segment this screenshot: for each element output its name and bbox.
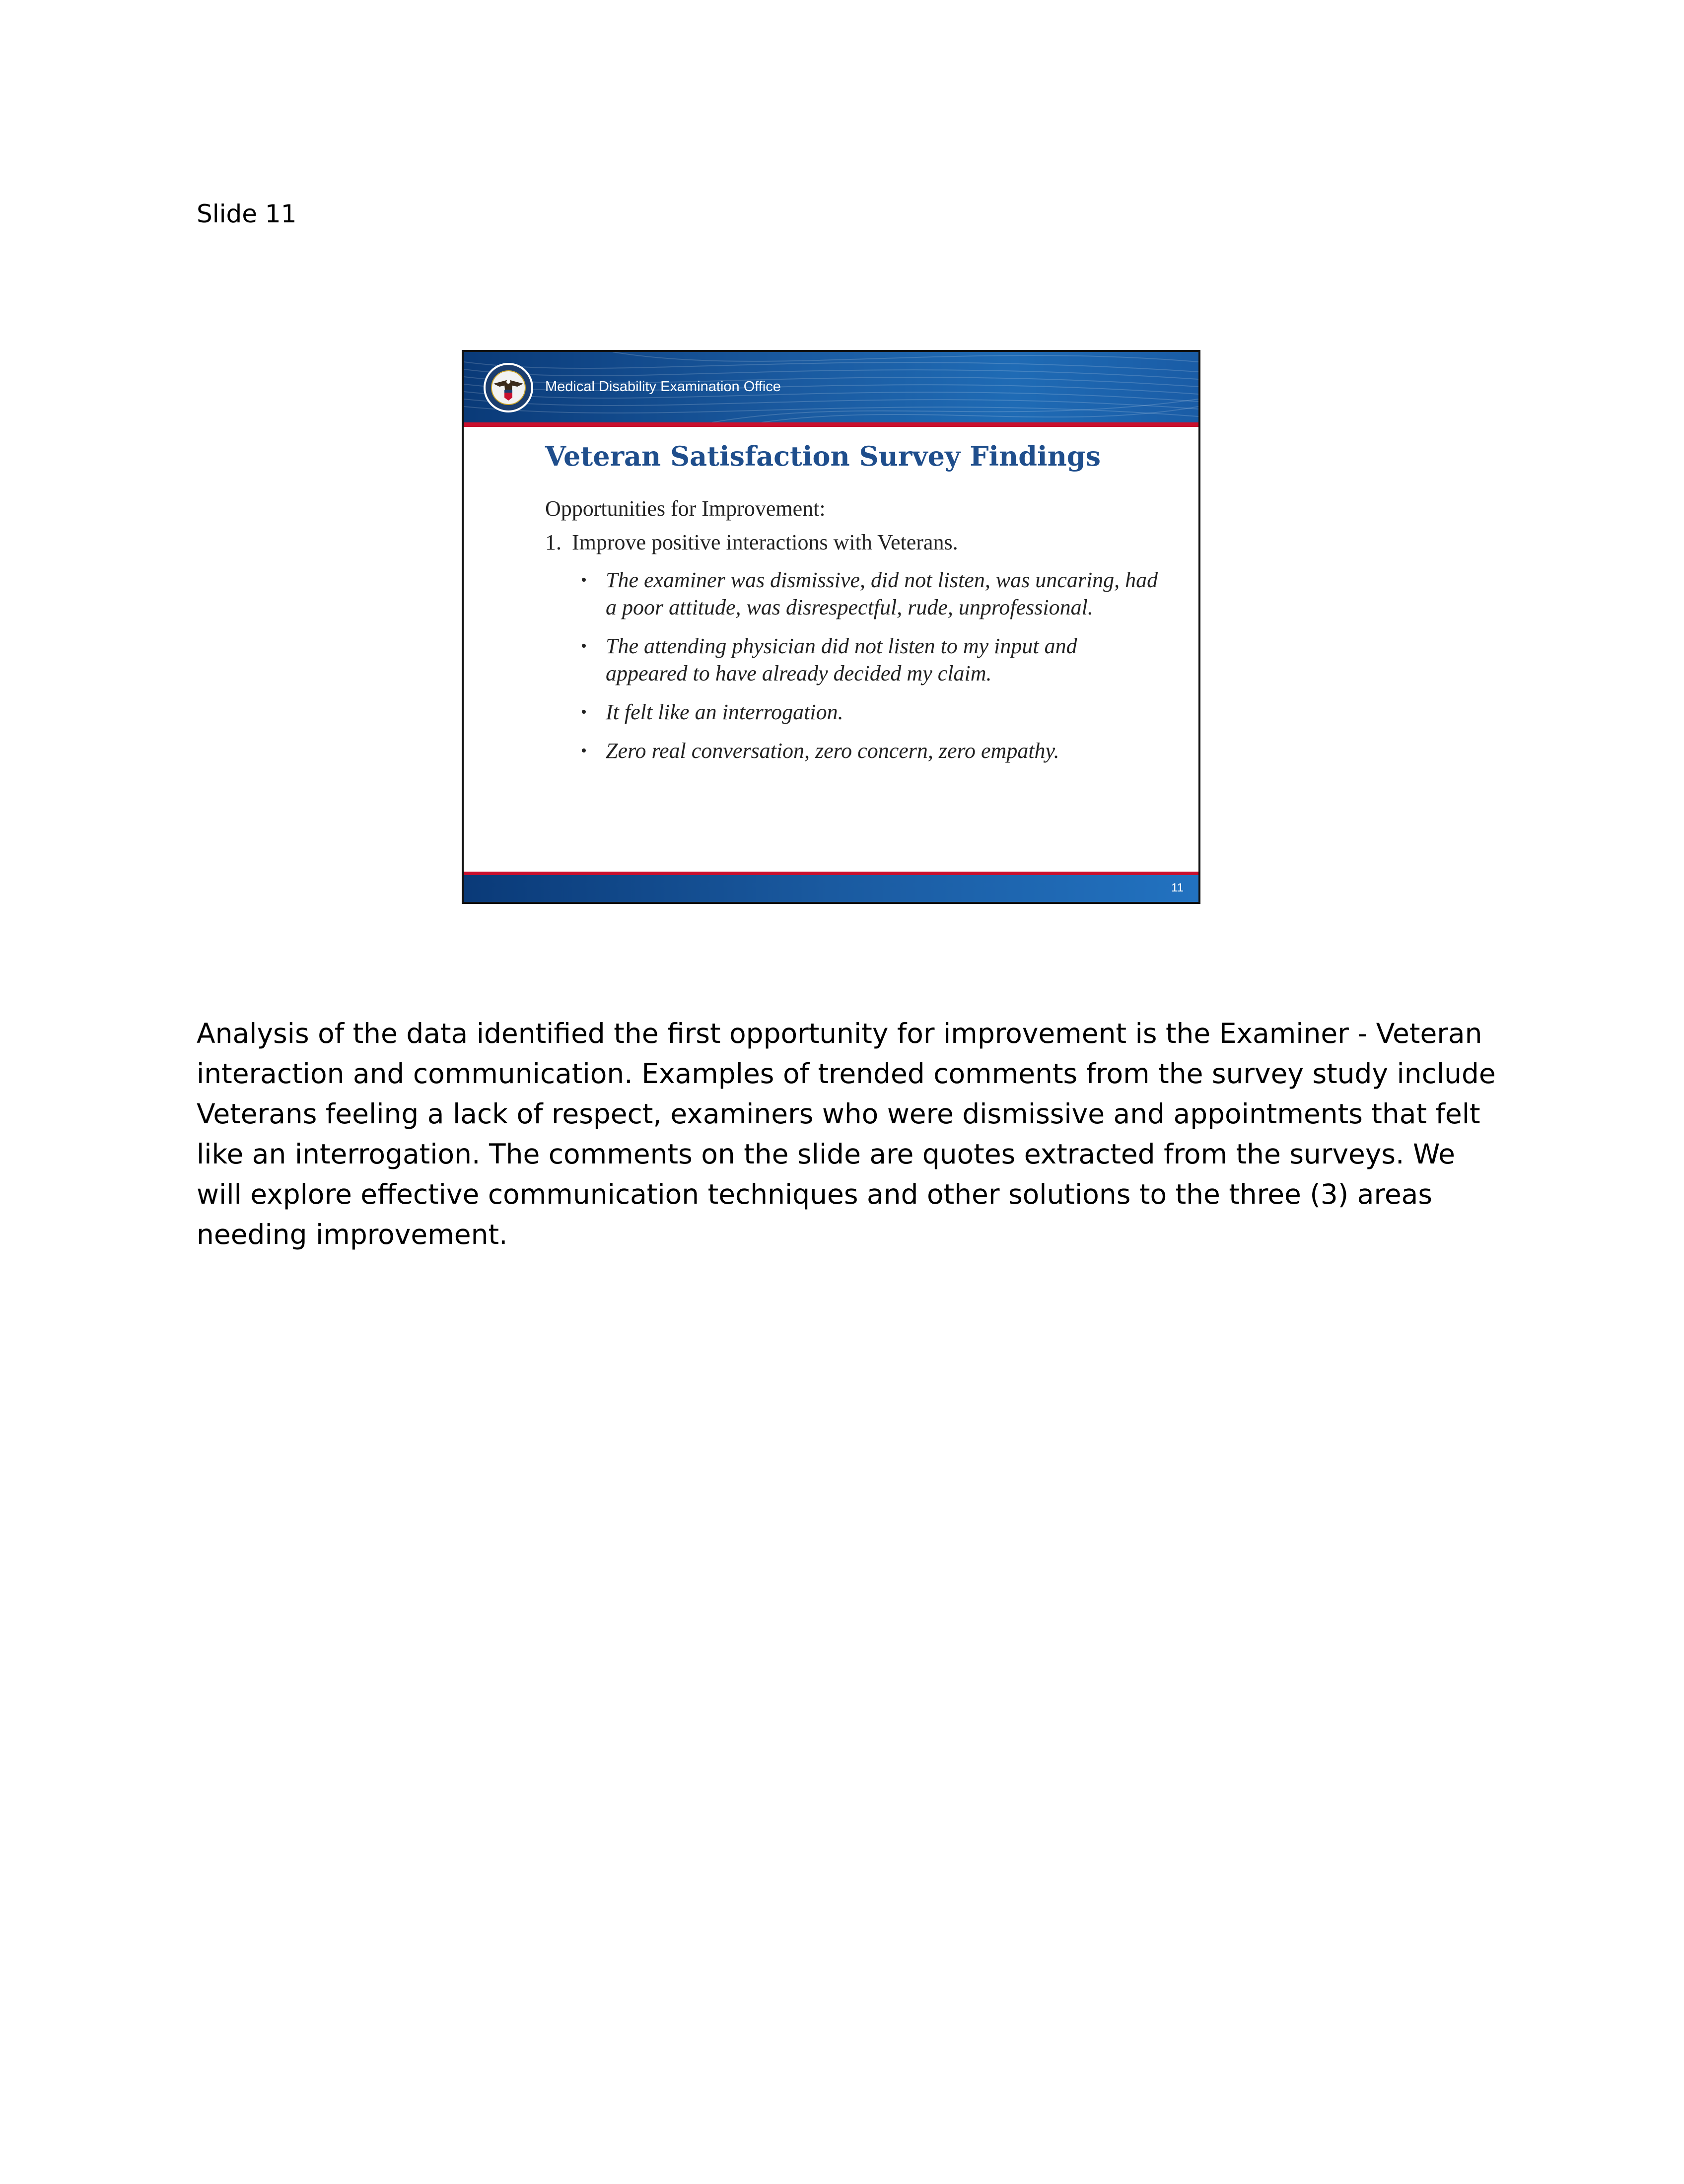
quote-item (578, 698, 1164, 726)
item-number: 1. (545, 530, 561, 554)
notes-line: like an interrogation. The comments on the slide are quotes extracted from the surveys. We (197, 1138, 1456, 1170)
notes-line: Analysis of the data identified the first opportunity for improvement is the Examiner - Veteran (197, 1018, 1482, 1049)
quote-text: It felt like an interrogation. (606, 700, 843, 724)
bullet-icon: • (581, 571, 587, 589)
quote-item (578, 737, 1164, 764)
slide-subheading: Opportunities for Improvement: (545, 496, 826, 521)
item-text: Improve positive interactions with Veterans. (572, 530, 958, 554)
office-name: Medical Disability Examination Office (545, 379, 781, 395)
slide-header (464, 352, 1198, 422)
page-label: Slide 11 (197, 200, 297, 228)
slide-footer (464, 875, 1198, 902)
quote-text: Zero real conversation, zero concern, zero empathy. (606, 739, 1059, 763)
notes-line: Veterans feeling a lack of respect, examiners who were dismissive and appointments that felt (197, 1098, 1480, 1130)
slide-title: Veteran Satisfaction Survey Findings (545, 440, 1101, 472)
quote-text: The attending physician did not listen to my input and appeared to have already decided my claim. (606, 634, 1077, 685)
quote-item (578, 566, 1164, 621)
notes-line: will explore effective communication techniques and other solutions to the three (3) areas (197, 1178, 1433, 1210)
notes-line: interaction and communication. Examples of trended comments from the survey study include (197, 1058, 1496, 1090)
slide-number: 11 (1171, 881, 1184, 894)
numbered-item (545, 530, 958, 555)
quote-list (578, 566, 1164, 776)
bullet-icon: • (581, 637, 587, 655)
bullet-icon: • (581, 703, 587, 721)
notes-line: needing improvement. (197, 1219, 508, 1250)
header-accent-line (464, 422, 1198, 427)
quote-text: The examiner was dismissive, did not listen, was uncaring, had a poor attitude, was disrespectful, rude, unprofessional. (606, 568, 1158, 619)
footer-accent-line (464, 872, 1198, 875)
slide-thumbnail (462, 350, 1200, 904)
speaker-notes (197, 1014, 1497, 1255)
bullet-icon: • (581, 742, 587, 760)
quote-item (578, 632, 1164, 687)
va-seal-icon (483, 362, 534, 413)
